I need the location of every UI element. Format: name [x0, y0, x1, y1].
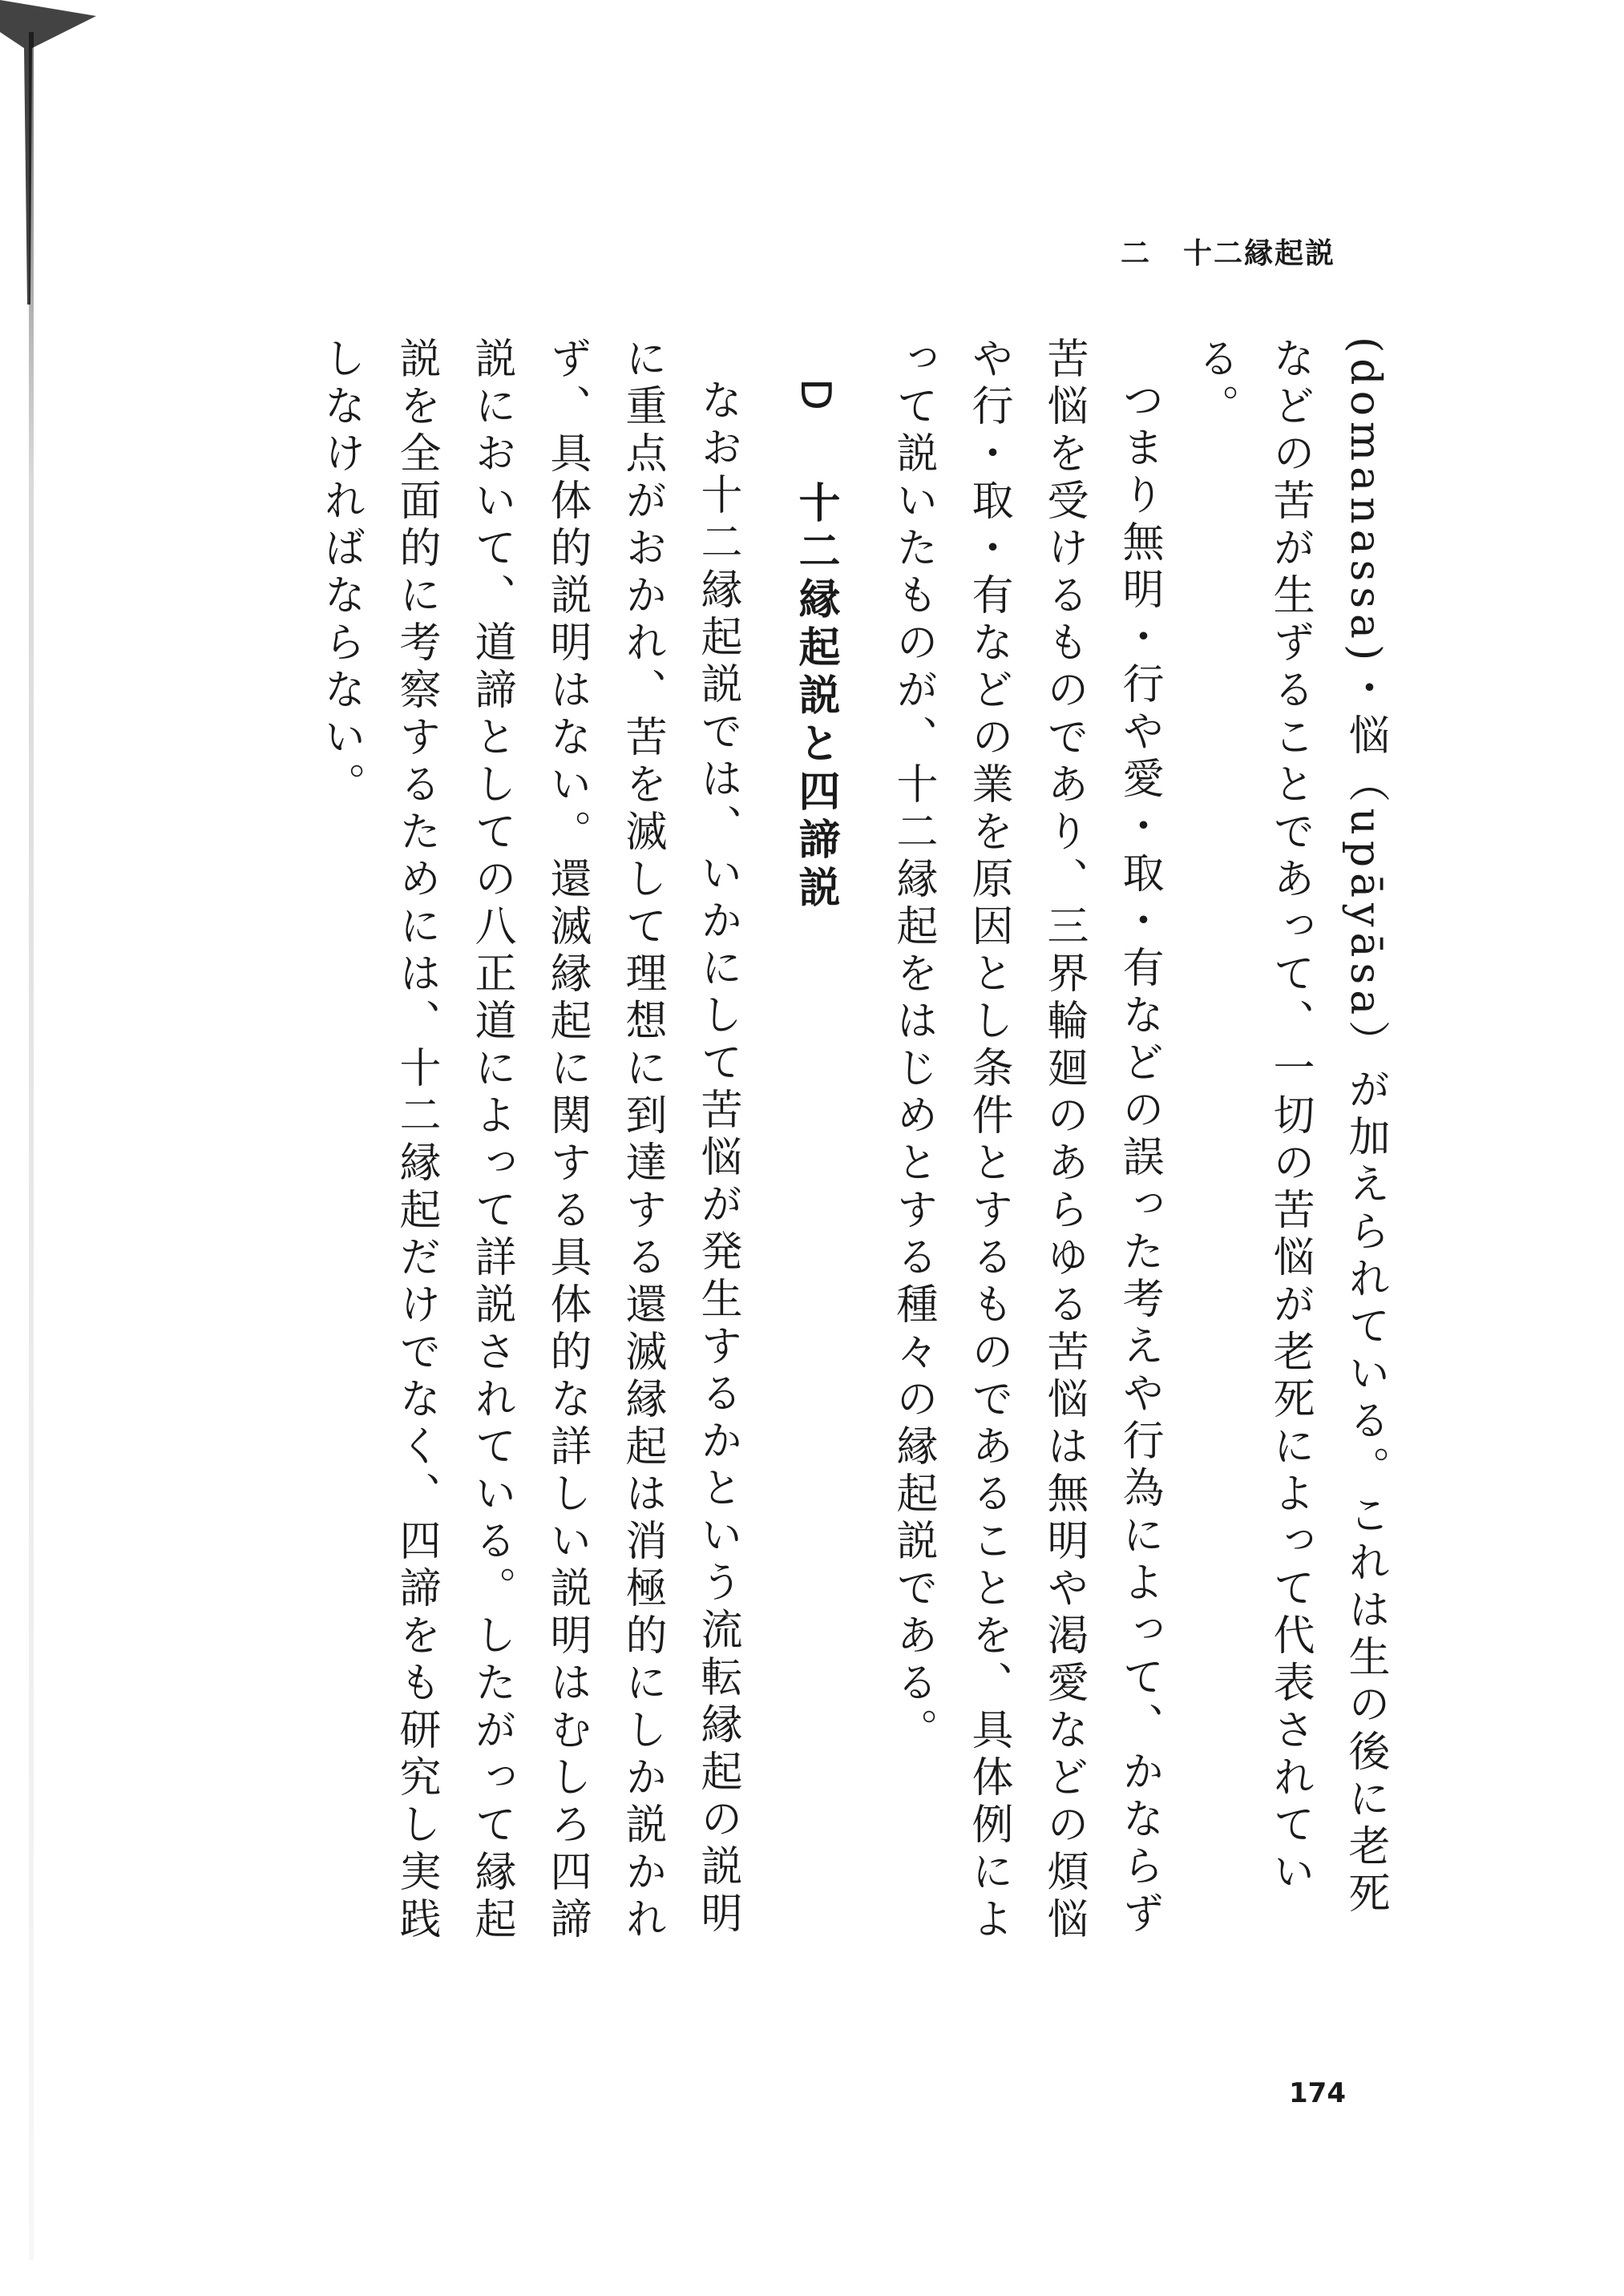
- scan-artifact: [0, 0, 104, 305]
- scan-edge-shadow: [29, 32, 34, 2260]
- paragraph-2: つまり無明・行や愛・取・有などの誤った考えや行為によって、かならず苦悩を受けるものであり、三界輪廻のあらゆる苦悩は無明や渇愛などの煩悩や行・取・有などの業を原因とし条件とするものであることを、具体例によって説いたものが、十二縁起をはじめとする種々の縁起説である。: [889, 337, 1163, 1944]
- section-title: 十二縁起説と四諦説: [791, 481, 839, 914]
- page-number: 174: [1289, 2077, 1346, 2109]
- chapter-number: 二: [1121, 237, 1152, 270]
- section-heading: [778, 337, 853, 1955]
- body-text: [317, 337, 1403, 1955]
- chapter-title: 十二縁起説: [1183, 237, 1336, 270]
- paragraph-3: なお十二縁起説では、いかにして苦悩が発生するかという流転縁起の説明に重点がおかれ、苦を滅して理想に到達する還滅縁起は消極的にしか説かれず、具体的説明はない。還滅縁起に関する具体的な詳しい説明はむしろ四諦説において、道諦としての八正道によって詳説されている。したがって縁起説を全面的に考察するためには、十二縁起だけでなく、四諦をも研究し実践しなければならない。: [317, 337, 741, 1944]
- section-label: D: [791, 378, 839, 418]
- running-head: [1121, 231, 1335, 272]
- paragraph-1: (domanassa)・悩（upāyāsa）が加えられている。これは生の後に老死などの苦が生ずることであって、一切の苦悩が老死によって代表されている。: [1190, 337, 1389, 1919]
